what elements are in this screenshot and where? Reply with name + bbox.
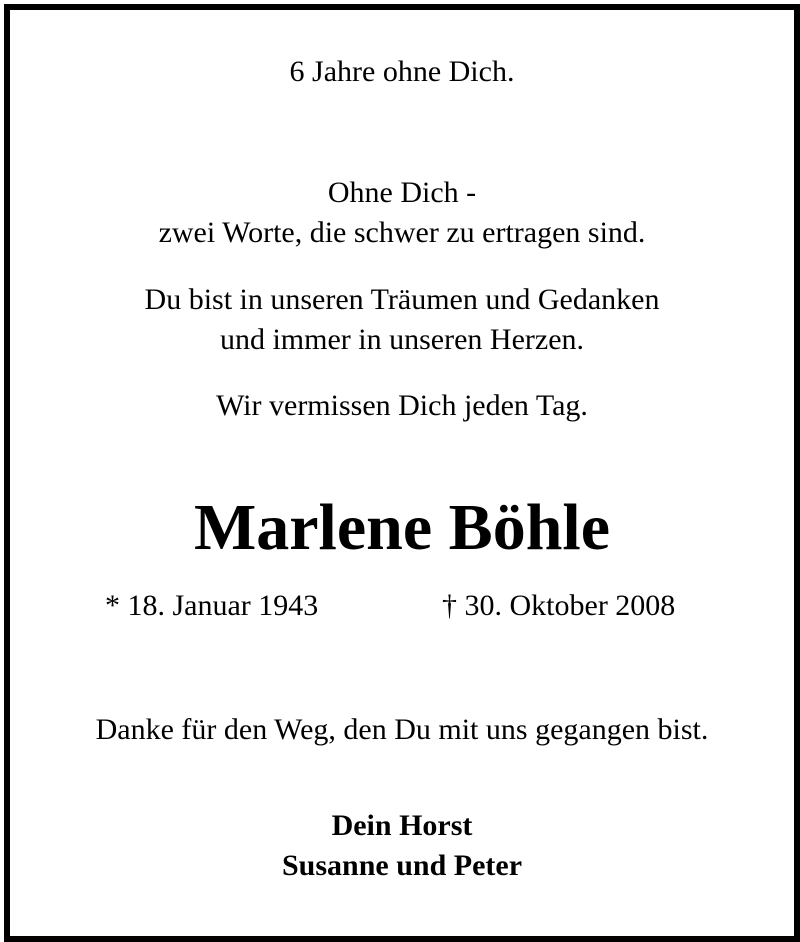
signature-line: Dein Horst	[331, 809, 473, 842]
anniversary-line: 6 Jahre ohne Dich.	[289, 55, 515, 88]
death-date: † 30. Oktober 2008	[442, 589, 676, 622]
signature-line: Susanne und Peter	[281, 849, 523, 882]
thanks-line: Danke für den Weg, den Du mit uns gegangen bist.	[95, 713, 709, 746]
verse-line: Wir vermissen Dich jeden Tag.	[216, 389, 588, 422]
verse-line: zwei Worte, die schwer zu ertragen sind.	[158, 216, 646, 249]
verse-line: Ohne Dich -	[327, 176, 477, 209]
birth-date: * 18. Januar 1943	[105, 589, 319, 622]
verse-line: Du bist in unseren Träumen und Gedanken	[144, 283, 660, 316]
notice-frame	[4, 4, 800, 942]
verse-line: und immer in unseren Herzen.	[219, 323, 585, 356]
deceased-name: Marlene Böhle	[193, 491, 611, 564]
